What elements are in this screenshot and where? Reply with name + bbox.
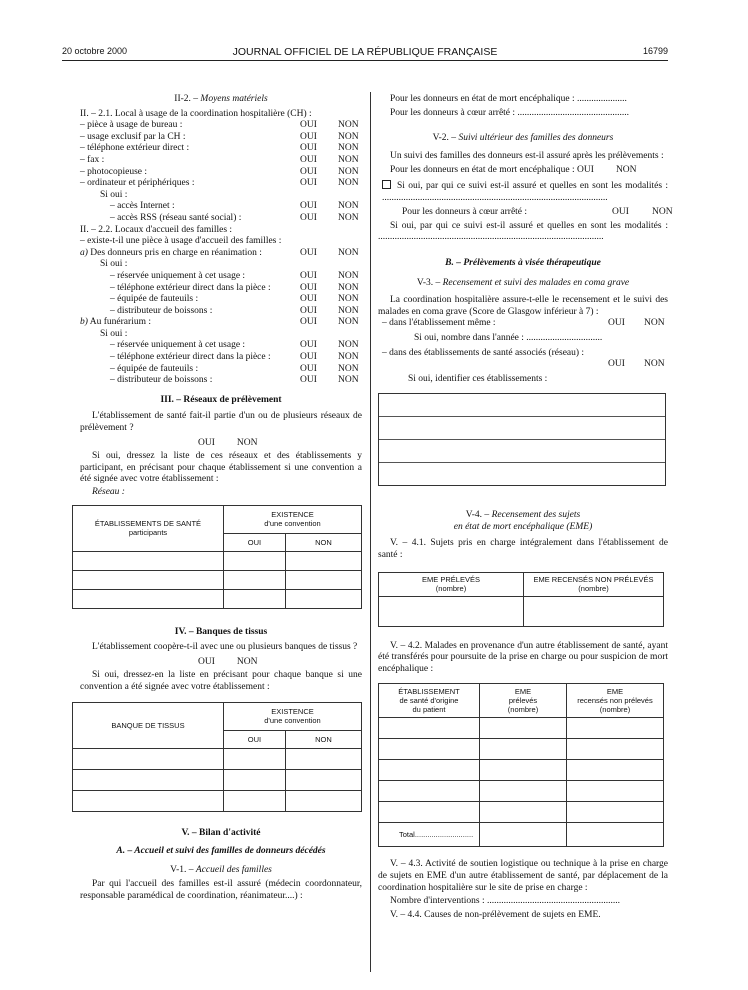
v2-si-oui-line: Si oui, par qui ce suivi est-il assuré et quelles en sont les modalités : ............................................................................................... <box>382 180 668 203</box>
v43-nombre-line: Nombre d'interventions : ........................................................ <box>390 896 620 907</box>
section-b-title: B. – Prélèvements à visée thérapeutique <box>445 257 601 268</box>
table-row <box>73 570 362 589</box>
list-item: – équipée de fauteuils : OUI NON <box>110 363 359 374</box>
section-iii-text: Si oui, dressez la liste de ces réseaux et des établissements y participant, en précisant pour chaque établissement si une convention a été signée avec votre établissement : <box>80 451 362 485</box>
si-oui-label: Si oui : <box>100 189 128 200</box>
list-item: – photocopieuse : OUI NON <box>80 166 359 177</box>
list-item: – distributeur de boissons : OUI NON <box>110 375 359 386</box>
section-v44-text: V. – 4.4. Causes de non-prélèvement de sujets en EME. <box>390 909 601 920</box>
v3-identify-line: Si oui, identifier ces établissements : <box>408 373 548 384</box>
list-item: – accès RSS (réseau santé social) : OUI NON <box>110 212 359 223</box>
tissue-banks-table <box>72 702 362 812</box>
etablissements-box <box>378 393 666 486</box>
table-header: EME RECENSÉS NON PRÉLEVÉS (nombre) <box>524 572 664 596</box>
list-item: – usage exclusif par la CH : OUI NON <box>80 131 359 142</box>
section-v41-text: V. – 4.1. Sujets pris en charge intégralement dans l'établissement de santé : <box>378 538 668 561</box>
list-item: – réservée uniquement à cet usage : OUI NON <box>110 340 359 351</box>
donneurs-ca-line: Pour les donneurs à cœur arrêté : ............................................... <box>390 107 630 118</box>
section-v43-text: V. – 4.3. Activité de soutien logistique ou technique à la prise en charge de sujets en EME d'un autre établissement de santé, par déplacement de la coordination hospitalière sur le site de prise en charge : <box>378 859 668 893</box>
section-v-title: V. – Bilan d'activité <box>181 827 261 838</box>
section-ii2-title: II-2. – Moyens matériels <box>174 94 268 104</box>
v3-nombre-line: Si oui, nombre dans l'année : ................................ <box>414 332 603 343</box>
header-title: JOURNAL OFFICIEL DE LA RÉPUBLIQUE FRANÇAISE <box>232 46 498 58</box>
table-header: EME recensés non prélevés (nombre) <box>567 684 664 718</box>
table-header: EME PRÉLEVÉS (nombre) <box>379 572 524 596</box>
list-item: – équipée de fauteuils : OUI NON <box>110 294 359 305</box>
table-header: EXISTENCE d'une convention <box>224 505 362 533</box>
section-ii22-heading: II. – 2.2. Locaux d'accueil des familles : <box>80 224 233 235</box>
table-row <box>379 596 664 626</box>
table-header: EXISTENCE d'une convention <box>224 702 362 730</box>
section-v42-text: V. – 4.2. Malades en provenance d'un autre établissement de santé, ayant été transférés pour poursuite de la prise en charge ou pour suspicion de mort encéphalique : <box>378 640 668 674</box>
list-item: – téléphone extérieur direct dans la pièce : OUI NON <box>110 282 359 293</box>
section-v2-title: V-2. – Suivi ultérieur des familles des donneurs <box>432 133 614 144</box>
table-header: ÉTABLISSEMENT de santé d'origine du patient <box>379 684 480 718</box>
ii21-sub-items <box>80 201 362 224</box>
v2-si-oui-line-2: Si oui, par qui ce suivi est-il assuré et quelles en sont les modalités : ............................................................................................... <box>378 220 668 243</box>
list-item: – téléphone extérieur direct : OUI NON <box>80 143 359 154</box>
table-row <box>379 417 665 440</box>
section-v4-title: V-4. – Recensement des sujets en état de mort encéphalique (EME) <box>453 510 593 532</box>
section-iv-title: IV. – Banques de tissus <box>174 626 268 637</box>
table-header: OUI <box>224 533 286 551</box>
table-row <box>379 739 664 760</box>
reseau-label: Réseau : <box>92 487 125 497</box>
list-item: – distributeur de boissons : OUI NON <box>110 305 359 316</box>
table-row <box>73 551 362 570</box>
list-item: – réservée uniquement à cet usage : OUI NON <box>110 270 359 281</box>
table-header: NON <box>285 533 361 551</box>
header-date: 20 octobre 2000 <box>62 46 128 56</box>
table-header: OUI <box>224 730 286 748</box>
header-page-number: 16799 <box>642 46 668 56</box>
section-v1-title: V-1. – Accueil des familles <box>170 864 272 875</box>
v3-b-oui-non: OUI NON <box>608 359 665 370</box>
right-column <box>378 94 673 921</box>
oui-non-choice: OUI NON <box>198 437 258 448</box>
section-iv-question: L'établissement coopère-t-il avec une ou plusieurs banques de tissus ? <box>92 642 358 653</box>
v2-me-line: Pour les donneurs en état de mort encéphalique : OUI NON <box>390 165 637 176</box>
v2-ca-line: Pour les donneurs à cœur arrêté : OUI NON <box>402 207 673 218</box>
section-a-title: A. – Accueil et suivi des familles de donneurs décédés <box>116 846 326 857</box>
list-item: – fax : OUI NON <box>80 154 359 165</box>
section-v3-question: La coordination hospitalière assure-t-elle le recensement et le suivi des malades en coma grave (Score de Glasgow inférieur à 7) : <box>378 295 668 317</box>
v3-a-line: – dans l'établissement même : OUI NON <box>382 318 665 329</box>
table-row <box>73 748 362 769</box>
table-row <box>73 589 362 608</box>
table-row <box>379 440 665 463</box>
table-header: ÉTABLISSEMENTS DE SANTÉ participants <box>73 505 224 551</box>
list-item: – accès Internet : OUI NON <box>110 201 359 212</box>
item-b: b) Au funérarium : OUI NON <box>80 317 359 328</box>
section-v2-question: Un suivi des familles des donneurs est-il assuré après les prélèvements : <box>390 150 664 161</box>
section-ii21-heading: II. – 2.1. Local à usage de la coordination hospitalière (CH) : <box>80 108 312 119</box>
table-header: EME prélevés (nombre) <box>480 684 567 718</box>
table-row <box>73 769 362 790</box>
table-row <box>379 394 665 417</box>
table-row <box>73 790 362 811</box>
total-row <box>379 823 664 847</box>
transfers-table <box>378 683 664 847</box>
left-column <box>80 94 362 903</box>
si-oui-label: Si oui : <box>100 328 128 339</box>
eme-table <box>378 572 664 627</box>
checkbox[interactable] <box>382 180 391 189</box>
total-label: Total............................ <box>379 823 480 847</box>
table-header: BANQUE DE TISSUS <box>73 702 224 748</box>
table-row <box>379 718 664 739</box>
b-items <box>80 340 362 386</box>
section-iii-title: III. – Réseaux de prélèvement <box>160 394 282 405</box>
donneurs-me-line: Pour les donneurs en état de mort encéphalique : ..................... <box>390 94 627 104</box>
oui-non-choice: OUI NON <box>198 656 258 667</box>
a-items <box>80 271 362 317</box>
list-item: – ordinateur et périphériques : OUI NON <box>80 178 359 189</box>
section-iii-question: L'établissement de santé fait-il partie d'un ou de plusieurs réseaux de prélèvement ? <box>80 411 362 434</box>
networks-table <box>72 505 362 609</box>
section-iv-text: Si oui, dressez-en la liste en précisant pour chaque banque si une convention a été signée avec votre établissement : <box>80 670 362 692</box>
si-oui-label: Si oui : <box>100 259 128 270</box>
table-row <box>379 760 664 781</box>
table-row <box>379 781 664 802</box>
table-header: NON <box>285 730 361 748</box>
section-v3-title: V-3. – Recensement et suivi des malades en coma grave <box>416 277 630 288</box>
column-separator <box>370 92 371 972</box>
item-a: a) Des donneurs pris en charge en réanimation : OUI NON <box>80 247 359 258</box>
table-row <box>379 463 665 485</box>
ii22-question: – existe-t-il une pièce à usage d'accueil des familles : <box>80 236 282 247</box>
list-item: – pièce à usage de bureau : OUI NON <box>80 120 359 131</box>
list-item: – téléphone extérieur direct dans la pièce : OUI NON <box>110 352 359 363</box>
v3-b-line: – dans des établissements de santé associés (réseau) : <box>382 347 585 358</box>
ii21-items <box>80 120 362 190</box>
page-header <box>62 46 668 60</box>
header-rule <box>62 60 668 61</box>
table-row <box>379 802 664 823</box>
section-v1-text: Par qui l'accueil des familles est-il assuré (médecin coordonnateur, responsable paramédical de coordination, réanimateur....) : <box>80 879 362 901</box>
